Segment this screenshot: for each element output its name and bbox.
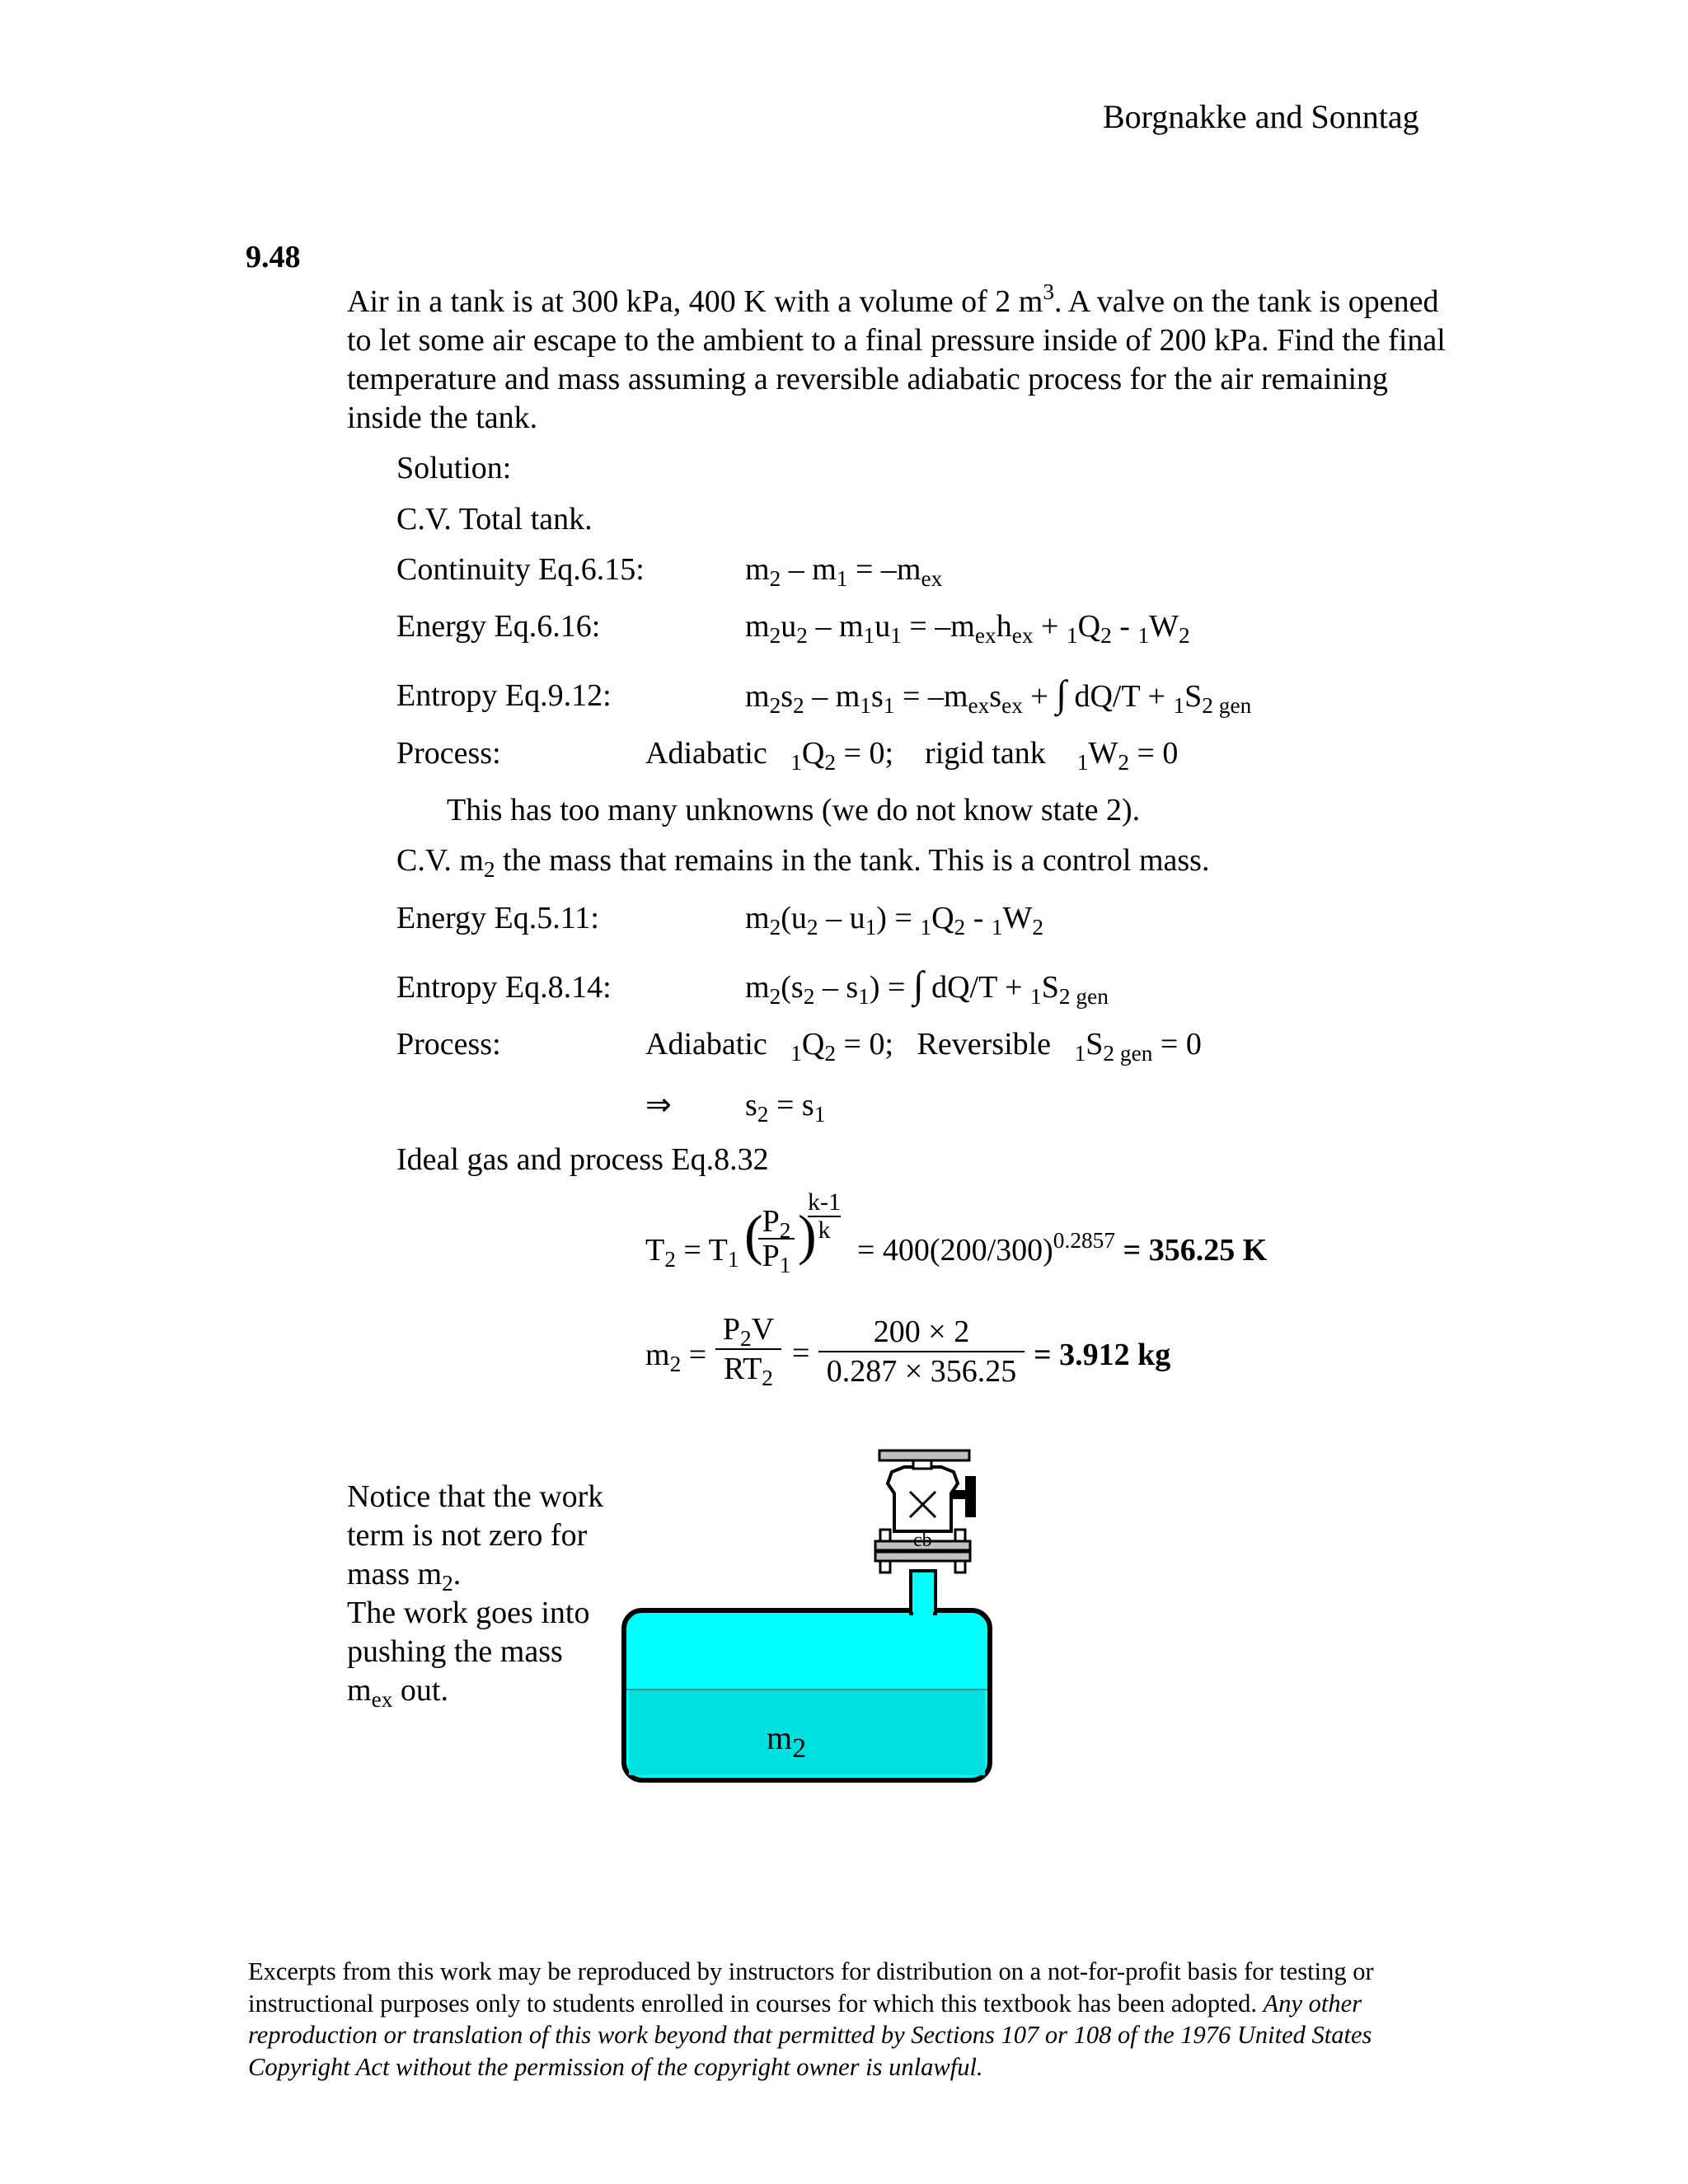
implies-symbol: ⇒ [645,1088,672,1122]
valve-label: cb [913,1530,932,1551]
continuity-label: Continuity Eq.6.15: [396,552,645,587]
left-paren: ( [744,1203,763,1266]
energy-equation-1: $m_2u_2 - m_1u_1 = -m_{ex}h_{ex} + _1Q_2 - _1W_2$ [745,609,1190,649]
process-label-2: Process: [396,1027,501,1062]
problem-number: 9.48 [246,240,301,274]
entropy-label-1: Entropy Eq.9.12: [396,678,612,713]
pressure-ratio: $P_2$ $P_1$ [758,1205,795,1272]
process-equation-2: Adiabatic $_1Q_2 = 0$; Reversible $_1S_{2 gen} = 0$ [645,1027,1202,1066]
continuity-equation: $m_2 - m_1 = -m_{ex}$ [745,552,943,592]
entropy-equation-2: $m_2(s_2 - s_1)$ = ∫ $dQ/T + _1S_{2 gen}$ [745,963,1109,1010]
copyright-footer: Excerpts from this work may be reproduced by instructors for distribution on a not-for-profit basis for testing or instructional purposes only to students enrolled in courses for which this textbook has been adopted. Any other reproduction or translation of this work beyond that permitted by Sections 107 or 108 of the 1976 United States Copyright Act without the permission of the copyright owner is unlawful. [248,1957,1374,2081]
ideal-gas-label: Ideal gas and process Eq.8.32 [396,1142,769,1177]
valve-body [888,1467,958,1531]
energy-label-2: Energy Eq.5.11: [396,901,599,935]
cv-mass-m2: C.V. $m_2$ the mass that remains in the tank. This is a control mass. [396,843,1210,883]
mass-ideal-gas-fraction: $P_2V$ $RT_2$ [715,1310,781,1388]
unknowns-note: This has too many unknowns (we do not know state 2). [447,793,1141,827]
exponent-fraction: k-1 k [808,1188,841,1244]
temperature-lhs: $T_2 = T_1$ [645,1233,739,1272]
notice-text: Notice that the work term is not zero for mass $m_2$. The work goes into pushing the mass $m_{ex}$ out. [347,1479,604,1713]
tank-mass-label: $m_2$ [767,1719,807,1765]
tank-liquid [629,1690,985,1775]
equals-sign: = [792,1336,810,1371]
right-paren: ) [798,1203,817,1266]
temperature-calc: = $400(200/300)^{0.2857} = 356.25$ K [857,1227,1268,1268]
energy-equation-2: $m_2(u_2 - u_1) = _1Q_2 - _1W_2$ [745,901,1044,940]
energy-label-1: Energy Eq.6.16: [396,609,601,644]
entropy-equation-1: $m_2s_2 - m_1s_1 = -m_{ex}s_{ex}$ + ∫ $dQ/T + _1S_{2 gen}$ [745,673,1252,719]
page-header: Borgnakke and Sonntag [1103,98,1419,135]
entropy-equality: $s_2 = s_1$ [745,1088,826,1127]
process-label-1: Process: [396,736,501,771]
solution-heading: Solution: [396,451,512,485]
mass-numeric-fraction: 200 × 2 0.287 × 356.25 [818,1313,1025,1390]
mass-result: = 3.912 kg [1034,1338,1171,1372]
lower-flange [875,1552,970,1561]
mass-lhs: $m_2$ = [645,1338,707,1377]
entropy-label-2: Entropy Eq.8.14: [396,970,612,1005]
cv-total-tank: C.V. Total tank. [396,502,593,537]
valve-handwheel [965,1476,976,1517]
process-equation-1: Adiabatic $_1Q_2 = 0$; rigid tank $_1W_2 = 0$ [645,736,1179,776]
problem-statement: Air in a tank is at 300 kPa, 400 K with a volume of 2 $m^3$. A valve on the tank is opened to let some air escape to the ambient to a final pressure inside of 200 kPa. Find the final temperature and mass assuming a reversible adiabatic process for the air remaining inside the tank. [347,279,1446,435]
valve-top-bar [879,1451,969,1460]
